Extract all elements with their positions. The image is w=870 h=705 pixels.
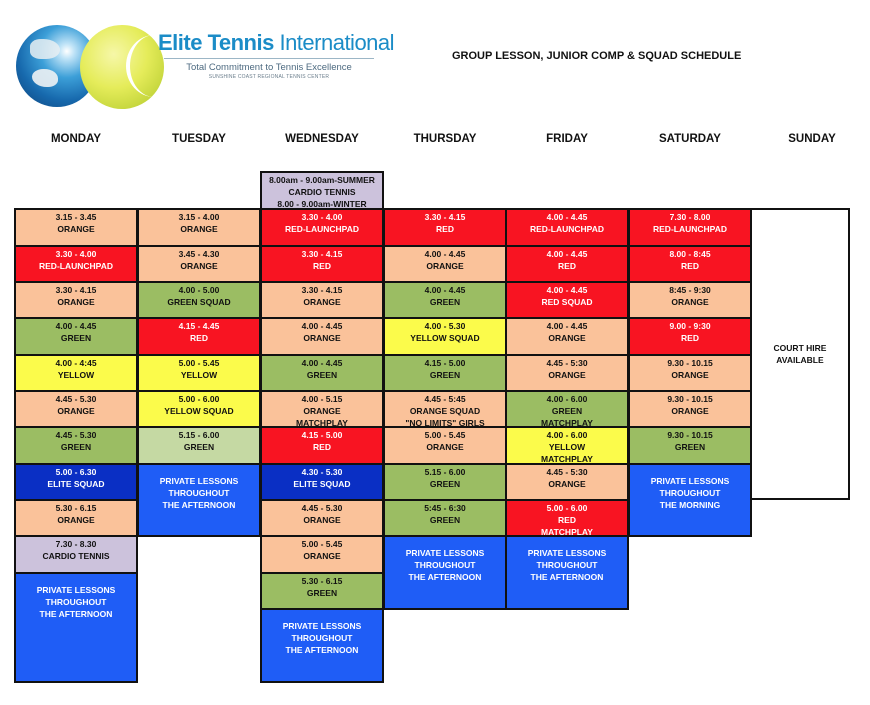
session-time: 5.00 - 6.00 xyxy=(178,394,220,404)
brand-divider xyxy=(164,58,374,59)
session-label: 8.00 - 9.00am-WINTER xyxy=(277,199,367,209)
session-time: 5:45 - 6:30 xyxy=(424,503,466,513)
session-cell xyxy=(260,317,384,356)
session-label: COURT HIRE xyxy=(773,343,827,353)
session-time: 4.45 - 5.30 xyxy=(301,503,343,513)
session-cell xyxy=(505,499,629,537)
session-time: 5.00 - 6.30 xyxy=(55,466,97,477)
session-label: ORANGE xyxy=(303,406,341,416)
session-label: RED SQUAD xyxy=(541,297,593,307)
session-cell xyxy=(628,390,752,428)
session-time: 3.30 - 4.00 xyxy=(55,248,97,259)
session-time: 3.15 - 4.00 xyxy=(178,212,220,222)
session-label: THE AFTERNOON xyxy=(285,645,359,655)
session-time: 9.00 - 9:30 xyxy=(669,321,711,331)
session-label: PRIVATE LESSONS xyxy=(650,475,730,486)
session-cell xyxy=(14,245,138,284)
session-label: ELITE SQUAD xyxy=(47,478,105,489)
session-cell xyxy=(137,245,261,284)
session-label: MATCHPLAY xyxy=(541,527,593,537)
session-label: PRIVATE LESSONS xyxy=(282,621,362,631)
session-label: RED xyxy=(681,260,699,271)
session-cell xyxy=(137,281,261,319)
page-title: GROUP LESSON, JUNIOR COMP & SQUAD SCHEDULE xyxy=(452,50,742,62)
session-label: ORANGE xyxy=(303,515,341,525)
session-label: GREEN xyxy=(306,369,338,380)
session-time: 4.00 - 4.45 xyxy=(546,285,588,295)
logo xyxy=(14,22,394,112)
session-time: 5.00 - 5.45 xyxy=(424,430,466,440)
session-cell xyxy=(260,281,384,319)
session-cell xyxy=(628,317,752,356)
session-cell xyxy=(137,354,261,393)
session-label: THE AFTERNOON xyxy=(530,572,604,582)
session-label: PRIVATE LESSONS xyxy=(405,548,485,558)
session-cell xyxy=(628,281,752,319)
session-label: ORANGE xyxy=(548,478,586,489)
session-label: ORANGE xyxy=(671,369,709,380)
session-time: 4.00 - 5.00 xyxy=(178,285,220,295)
session-label: ORANGE xyxy=(180,224,218,234)
session-time: 4.00 - 4.45 xyxy=(424,248,466,259)
session-label: ORANGE xyxy=(57,515,95,525)
session-time: 3.45 - 4.30 xyxy=(178,248,220,259)
session-label: GREEN xyxy=(306,587,338,598)
session-label: THROUGHOUT xyxy=(414,560,476,570)
private-lessons-cell xyxy=(505,535,629,610)
session-label: ORANGE xyxy=(303,297,341,307)
session-time: 9.30 - 10.15 xyxy=(667,357,713,368)
session-label: GREEN xyxy=(551,406,583,416)
session-time: 4.00 - 4.45 xyxy=(424,285,466,295)
session-cell xyxy=(383,317,507,356)
private-lessons-cell xyxy=(383,535,507,610)
session-cell xyxy=(383,354,507,393)
session-cell xyxy=(14,390,138,428)
session-cell xyxy=(383,426,507,465)
private-lessons-cell xyxy=(260,608,384,683)
session-time: 5.00 - 5.45 xyxy=(178,357,220,368)
session-label: RED-LAUNCHPAD xyxy=(530,224,604,234)
session-label: THE MORNING xyxy=(659,499,721,510)
session-cell xyxy=(383,245,507,284)
session-label: ORANGE xyxy=(426,442,464,452)
session-time: 7.30 - 8.30 xyxy=(55,539,97,549)
session-label: CARDIO TENNIS xyxy=(42,551,110,561)
session-cell xyxy=(137,208,261,247)
tennis-ball-icon xyxy=(80,25,164,109)
session-time: 3.30 - 4.15 xyxy=(301,248,343,259)
session-label: YELLOW xyxy=(180,369,218,380)
session-cell xyxy=(505,354,629,393)
session-cell xyxy=(14,535,138,574)
session-time: 4.00 - 6.00 xyxy=(546,394,588,404)
session-label: ORANGE xyxy=(426,260,464,271)
session-time: 9.30 - 10.15 xyxy=(667,394,713,404)
session-cell xyxy=(383,208,507,247)
session-label: MATCHPLAY xyxy=(296,418,348,428)
session-label: RED xyxy=(190,333,208,343)
session-cell xyxy=(260,354,384,393)
session-label: GREEN xyxy=(429,369,461,380)
session-time: 9.30 - 10.15 xyxy=(667,430,713,440)
session-label: THROUGHOUT xyxy=(168,487,230,498)
session-cell xyxy=(260,572,384,611)
session-label: RED-LAUNCHPAD xyxy=(653,224,727,234)
session-label: YELLOW SQUAD xyxy=(410,333,480,343)
day-header-wednesday: WEDNESDAY xyxy=(285,133,359,145)
session-label: THROUGHOUT xyxy=(659,487,721,498)
session-cell xyxy=(260,390,384,428)
session-cell xyxy=(383,390,507,428)
session-cell xyxy=(14,208,138,247)
session-cell xyxy=(505,426,629,465)
private-lessons-cell xyxy=(628,463,752,538)
session-label: RED xyxy=(313,442,331,452)
session-label: ORANGE xyxy=(671,406,709,416)
session-label: PRIVATE LESSONS xyxy=(527,548,607,558)
session-cell xyxy=(628,245,752,284)
session-label: ORANGE xyxy=(671,297,709,307)
session-label: PRIVATE LESSONS xyxy=(159,475,239,486)
session-label: ORANGE SQUAD xyxy=(409,406,481,416)
session-label: THE AFTERNOON xyxy=(408,572,482,582)
session-cell xyxy=(260,426,384,465)
session-time: 4.45 - 5.30 xyxy=(55,394,97,404)
session-time: 4.45 - 5.30 xyxy=(55,430,97,440)
venue-name: SUNSHINE COAST REGIONAL TENNIS CENTER xyxy=(208,74,330,80)
session-label: RED xyxy=(681,333,699,343)
session-cell xyxy=(628,208,752,247)
session-cell xyxy=(505,245,629,284)
session-label: GREEN xyxy=(429,297,461,307)
session-label: GREEN xyxy=(429,515,461,525)
session-label: RED xyxy=(558,515,576,525)
session-time: 3.15 - 3.45 xyxy=(55,212,97,222)
session-cell xyxy=(505,317,629,356)
session-label: GREEN xyxy=(429,478,461,489)
day-header-thursday: THURSDAY xyxy=(413,133,477,145)
session-label: RED xyxy=(436,224,454,234)
session-cell xyxy=(14,499,138,537)
session-time: 4.45 - 5:30 xyxy=(546,357,588,368)
session-cell xyxy=(137,390,261,428)
session-label: PRIVATE LESSONS xyxy=(36,584,116,595)
session-time: 8.00 - 8:45 xyxy=(669,248,711,259)
session-label: MATCHPLAY xyxy=(541,454,593,464)
session-label: RED-LAUNCHPAD xyxy=(39,260,113,271)
session-time: 4.00 - 6.00 xyxy=(546,430,588,440)
session-time: 4.00 - 4.45 xyxy=(301,321,343,331)
session-time: 4.45 - 5:30 xyxy=(546,466,588,477)
private-lessons-cell xyxy=(137,463,261,538)
session-cell xyxy=(14,317,138,356)
session-cell xyxy=(137,317,261,356)
session-cell xyxy=(260,463,384,502)
session-label: ORANGE xyxy=(548,369,586,380)
day-header-saturday: SATURDAY xyxy=(659,133,721,145)
session-time: 4.15 - 4.45 xyxy=(178,321,220,331)
session-cell xyxy=(505,281,629,319)
session-cell xyxy=(260,208,384,247)
court-hire-cell xyxy=(750,208,850,500)
session-label: YELLOW xyxy=(548,442,586,452)
session-label: ORANGE xyxy=(180,260,218,271)
session-cell xyxy=(383,281,507,319)
day-header-sunday: SUNDAY xyxy=(788,133,836,145)
session-label: THE AFTERNOON xyxy=(162,499,236,510)
session-cell xyxy=(14,426,138,465)
session-label: GREEN SQUAD xyxy=(167,297,231,307)
session-cell xyxy=(505,463,629,502)
day-header-monday: MONDAY xyxy=(50,133,102,145)
session-time: 4.00 - 4:45 xyxy=(55,357,97,368)
session-time: 4.00 - 5.15 xyxy=(301,394,343,404)
session-time: 7.30 - 8.00 xyxy=(669,212,711,222)
session-time: 5.00 - 5.45 xyxy=(301,539,343,549)
session-cell xyxy=(260,535,384,574)
brand-name: Elite Tennis International xyxy=(158,30,395,55)
session-time: 3.30 - 4.15 xyxy=(301,285,343,295)
session-time: 4.15 - 5.00 xyxy=(424,357,466,368)
session-label: GREEN xyxy=(183,442,215,452)
session-label: ORANGE xyxy=(548,333,586,343)
session-label: RED xyxy=(558,260,576,271)
session-label: ORANGE xyxy=(303,551,341,561)
session-time: 4.00 - 4.45 xyxy=(55,321,97,331)
session-time: 4.00 - 4.45 xyxy=(301,357,343,368)
session-label: GREEN xyxy=(60,442,92,452)
session-label: ELITE SQUAD xyxy=(293,478,351,489)
private-lessons-cell xyxy=(14,572,138,684)
session-time: 5.30 - 6.15 xyxy=(55,503,97,513)
session-label: CARDIO TENNIS xyxy=(288,187,356,197)
session-label: YELLOW SQUAD xyxy=(164,406,234,416)
session-cell xyxy=(260,245,384,284)
session-cell xyxy=(628,426,752,465)
session-cell xyxy=(505,390,629,428)
tagline: Total Commitment to Tennis Excellence xyxy=(186,62,352,73)
session-time: 5.15 - 6.00 xyxy=(178,430,220,440)
session-time: 5.30 - 6.15 xyxy=(301,575,343,586)
session-label: 8.00am - 9.00am-SUMMER xyxy=(269,175,375,185)
session-time: 3.30 - 4.00 xyxy=(301,212,343,222)
session-label: ORANGE xyxy=(57,406,95,416)
session-label: RED-LAUNCHPAD xyxy=(285,224,359,234)
session-label: MATCHPLAY xyxy=(541,418,593,428)
session-time: 5.00 - 6.00 xyxy=(546,503,588,513)
session-time: 4.45 - 5:45 xyxy=(424,394,466,404)
session-cell xyxy=(260,499,384,537)
session-cell xyxy=(628,354,752,393)
session-time: 4.00 - 4.45 xyxy=(546,212,588,222)
session-label: ORANGE xyxy=(57,224,95,234)
session-label: ORANGE xyxy=(57,297,95,307)
session-time: 5.15 - 6.00 xyxy=(424,466,466,477)
session-label: THROUGHOUT xyxy=(536,560,598,570)
session-time: 3.30 - 4.15 xyxy=(55,285,97,295)
day-header-tuesday: TUESDAY xyxy=(172,133,226,145)
session-time: 4.30 - 5.30 xyxy=(301,466,343,477)
session-label: ORANGE xyxy=(303,333,341,343)
session-label: THROUGHOUT xyxy=(291,633,353,643)
session-label: "NO LIMITS" GIRLS xyxy=(405,418,485,428)
session-cell xyxy=(137,426,261,465)
session-time: 8:45 - 9:30 xyxy=(669,285,711,295)
session-label: AVAILABLE xyxy=(776,355,824,365)
session-cell xyxy=(383,499,507,537)
session-label: RED xyxy=(313,260,331,271)
session-label: GREEN xyxy=(674,442,706,452)
session-time: 4.15 - 5.00 xyxy=(301,430,343,440)
session-label: YELLOW xyxy=(57,369,95,380)
session-cell xyxy=(14,463,138,502)
day-header-friday: FRIDAY xyxy=(546,133,588,145)
session-label: THROUGHOUT xyxy=(45,596,107,607)
session-label: GREEN xyxy=(60,333,92,343)
cardio-tennis-morning-cell xyxy=(260,171,384,210)
session-cell xyxy=(14,354,138,393)
session-cell xyxy=(14,281,138,319)
session-time: 4.00 - 4.45 xyxy=(546,248,588,259)
session-time: 4.00 - 5.30 xyxy=(424,321,466,331)
session-label: THE AFTERNOON xyxy=(39,608,113,619)
session-time: 4.00 - 4.45 xyxy=(546,321,588,331)
session-cell xyxy=(505,208,629,247)
session-cell xyxy=(383,463,507,502)
session-time: 3.30 - 4.15 xyxy=(424,212,466,222)
